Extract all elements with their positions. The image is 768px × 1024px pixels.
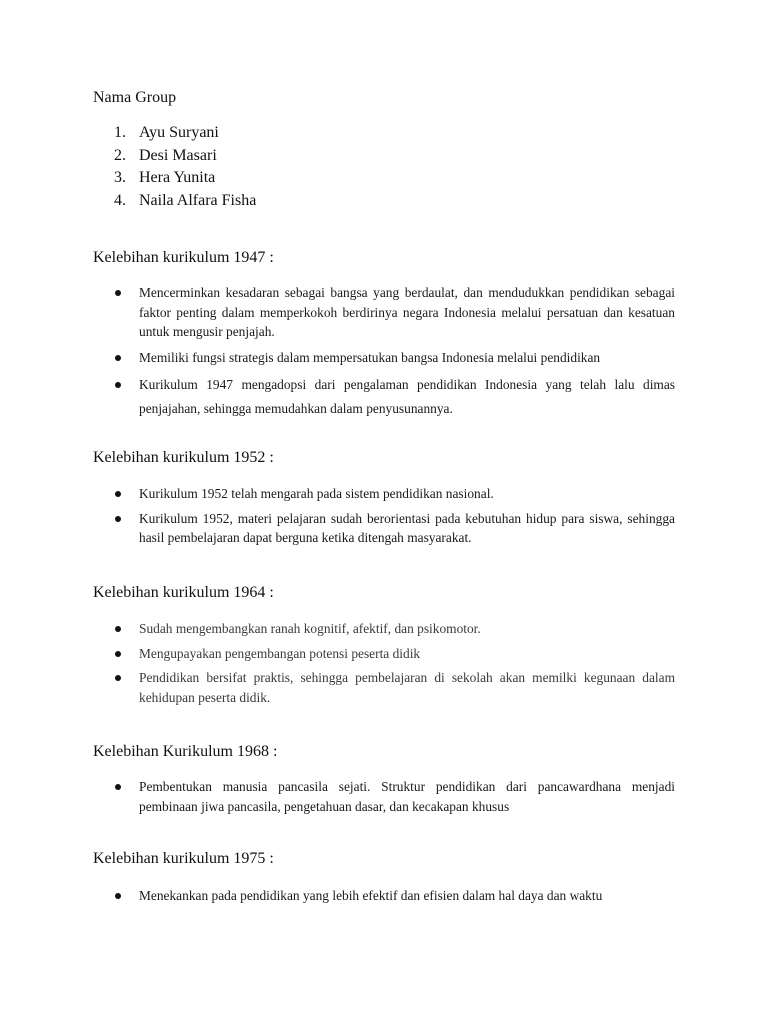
bullet-text: Sudah mengembangkan ranah kognitif, afektif, dan psikomotor. [139,621,481,636]
bullet-dot-icon [115,626,121,632]
bullet-dot-icon [115,355,121,361]
bullet-item [93,777,675,816]
section-heading-1952: Kelebihan kurikulum 1952 : [93,449,274,466]
bullet-text: Kurikulum 1947 mengadopsi dari pengalaman pendidikan Indonesia yang telah lalu dimas penjajahan, sehingga memudahkan dalam penyusunannya. [139,377,675,416]
bullet-list-1964 [93,619,675,707]
bullet-list-1975 [93,886,675,906]
bullet-dot-icon [115,491,121,497]
bullet-dot-icon [115,290,121,296]
bullet-dot-icon [115,382,121,388]
bullet-dot-icon [115,784,121,790]
bullet-dot-icon [115,516,121,522]
bullet-item [93,484,675,504]
bullet-item [93,509,675,548]
section-heading-1968: Kelebihan Kurikulum 1968 : [93,743,278,760]
bullet-text: Memiliki fungsi strategis dalam mempersatukan bangsa Indonesia melalui pendidikan [139,349,601,365]
member-number: 2. [114,146,126,164]
bullet-item [93,283,675,342]
bullet-list-1947 [93,283,675,421]
section-heading-1975: Kelebihan kurikulum 1975 : [93,850,274,867]
member-number: 4. [114,192,126,210]
bullet-text: Kurikulum 1952, materi pelajaran sudah berorientasi pada kebutuhan hidup para siswa, sehingga hasil pembelajaran dapat berguna ketika ditengah masyarakat. [139,510,675,545]
member-name: Hera Yunita [139,169,216,187]
bullet-dot-icon [115,651,121,657]
bullet-dot-icon [115,675,121,681]
section-heading-1947: Kelebihan kurikulum 1947 : [93,249,274,266]
bullet-text: Kurikulum 1952 telah mengarah pada sistem pendidikan nasional. [139,486,494,501]
bullet-item [93,886,675,906]
member-name: Desi Masari [139,146,217,164]
bullet-dot-icon [115,893,121,899]
bullet-text: Menekankan pada pendidikan yang lebih efektif dan efisien dalam hal daya dan waktu [139,888,603,903]
bullet-item [93,644,675,664]
section-heading-1964: Kelebihan kurikulum 1964 : [93,584,274,601]
bullet-item [93,348,675,368]
bullet-text: Mencerminkan kesadaran sebagai bangsa yang berdaulat, dan mendudukkan pendidikan sebagai faktor penting dalam memperkokoh berdirinya negara Indonesia melalui persatuan dan kesatuan untuk mengusir penjajah. [139,285,675,339]
member-number: 3. [114,169,126,187]
bullet-text: Mengupayakan pengembangan potensi peserta didik [139,645,421,661]
member-name: Naila Alfara Fisha [139,192,257,210]
bullet-list-1968 [93,777,675,816]
member-name: Ayu Suryani [139,124,219,141]
bullet-item [93,619,675,639]
bullet-text: Pembentukan manusia pancasila sejati. Struktur pendidikan dari pancawardhana menjadi pembinaan jiwa pancasila, pengetahuan dasar, dan kecakapan khusus [139,779,675,814]
bullet-item [93,668,675,707]
bullet-list-1952 [93,484,675,548]
bullet-text: Pendidikan bersifat praktis, sehingga pembelajaran di sekolah akan memilki kegunaan dalam kehidupan peserta didik. [139,670,675,705]
bullet-item [93,373,675,421]
member-number: 1. [114,124,126,141]
group-title: Nama Group [93,89,177,106]
